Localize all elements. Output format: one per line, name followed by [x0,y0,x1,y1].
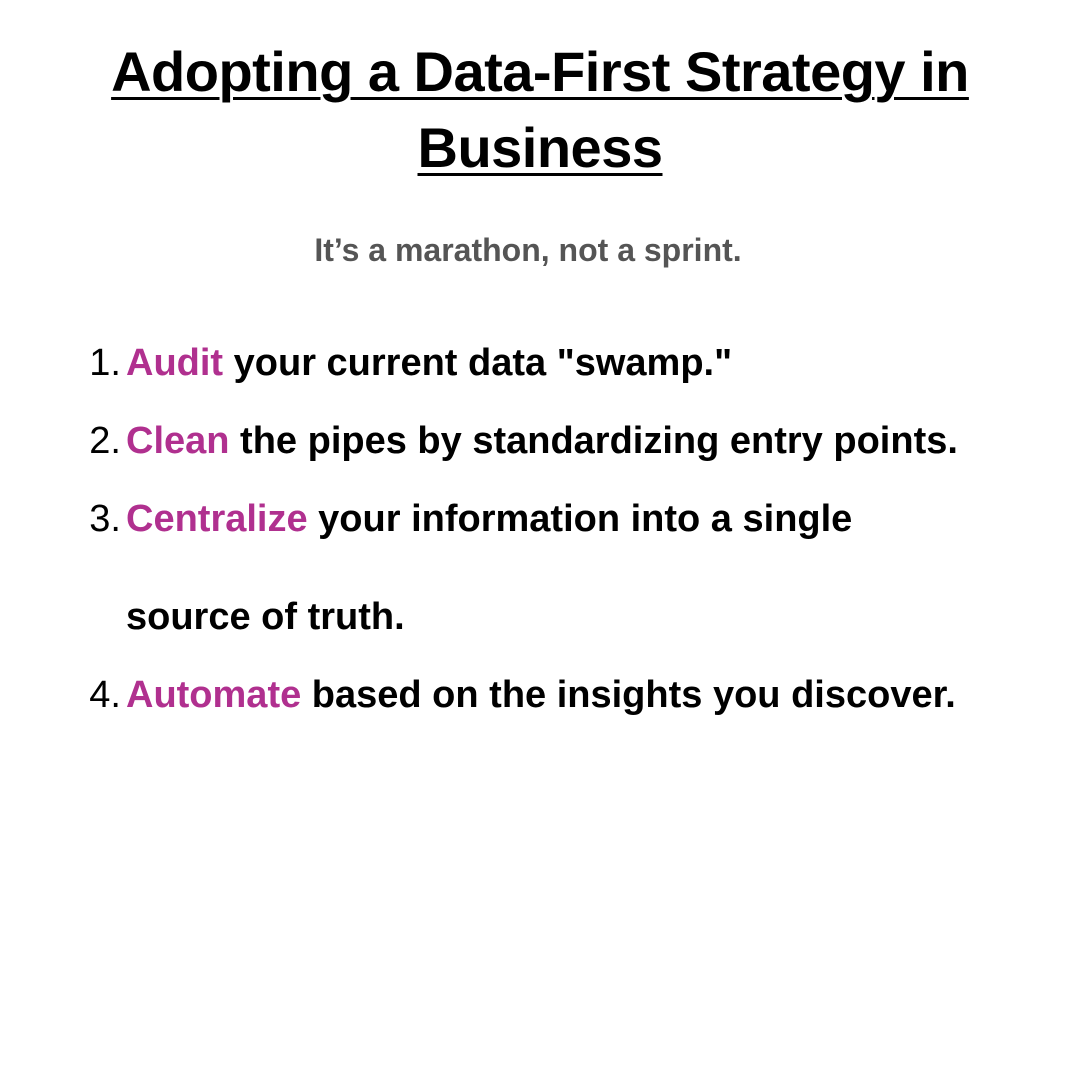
step-text: the pipes by standardizing entry points. [240,420,958,462]
steps-list [0,314,1080,744]
step-keyword: Clean [126,420,241,462]
step-keyword: Centralize [126,498,319,540]
step-text: your information into a single source of truth. [126,498,853,638]
step-text: your current data "swamp." [233,342,733,384]
step-number: 3. [89,498,121,540]
step-text: based on the insights you discover. [311,674,956,716]
page-title: Adopting a Data-First Strategy in Business [111,40,969,179]
subtitle: It’s a marathon, not a sprint. [314,232,742,268]
step-keyword: Audit [126,342,234,384]
step-number: 2. [89,420,121,462]
step-item [0,646,1080,744]
step-number: 4. [89,674,121,716]
step-keyword: Automate [126,674,312,716]
step-item [0,470,1080,666]
step-number: 1. [89,342,121,384]
